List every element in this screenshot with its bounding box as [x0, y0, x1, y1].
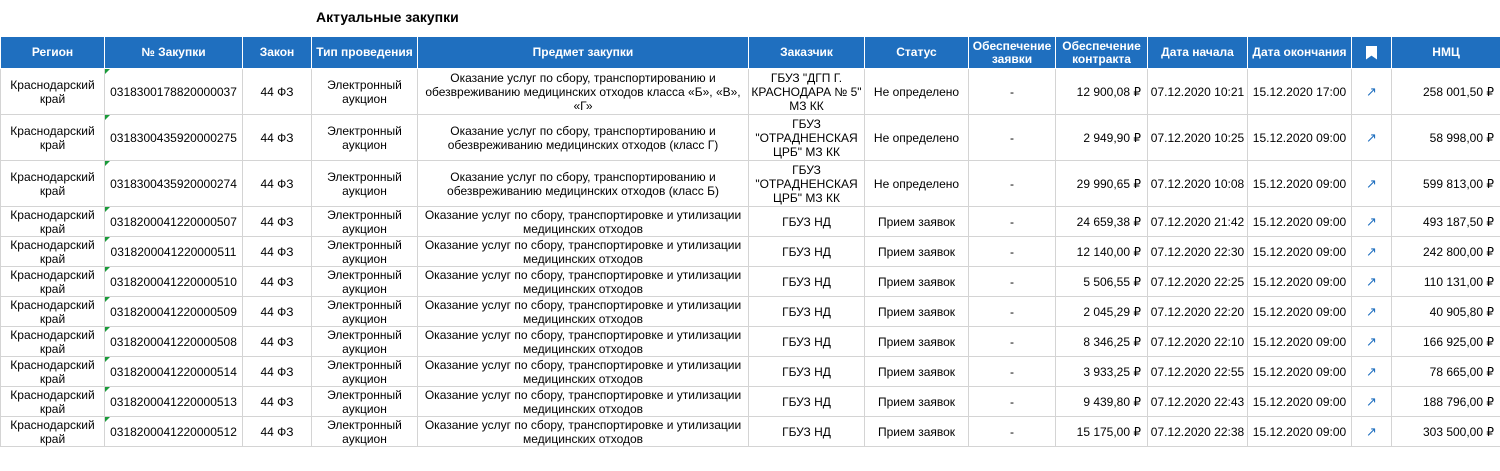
open-link-cell	[1352, 115, 1392, 161]
bid-security-cell: -	[969, 69, 1056, 115]
table-row[interactable]	[1, 387, 1500, 417]
column-header-region[interactable]: Регион	[1, 37, 105, 69]
table-header-row	[1, 37, 1500, 69]
nmc-cell: 258 001,50 ₽	[1392, 69, 1500, 115]
nmc-cell: 599 813,00 ₽	[1392, 161, 1500, 207]
law-cell: 44 ФЗ	[243, 327, 312, 357]
region-cell: Краснодарский край	[1, 115, 105, 161]
procurement-type-cell: Электронный аукцион	[312, 267, 418, 297]
external-link-icon[interactable]: ↗	[1366, 273, 1377, 289]
contract-security-cell: 29 990,65 ₽	[1056, 161, 1148, 207]
column-header-end-date[interactable]: Дата окончания	[1248, 37, 1352, 69]
bid-security-cell: -	[969, 417, 1056, 447]
region-cell: Краснодарский край	[1, 69, 105, 115]
law-cell: 44 ФЗ	[243, 417, 312, 447]
procurement-number-cell: 0318200041220000510	[105, 267, 243, 297]
table-row[interactable]	[1, 237, 1500, 267]
open-link-cell	[1352, 161, 1392, 207]
open-link-cell	[1352, 297, 1392, 327]
region-cell: Краснодарский край	[1, 207, 105, 237]
end-date-cell: 15.12.2020 09:00	[1248, 297, 1352, 327]
bid-security-cell: -	[969, 357, 1056, 387]
procurement-type-cell: Электронный аукцион	[312, 237, 418, 267]
procurement-type-cell: Электронный аукцион	[312, 357, 418, 387]
procurement-number-cell: 0318300435920000275	[105, 115, 243, 161]
customer-cell: ГБУЗ НД	[749, 207, 865, 237]
customer-cell: ГБУЗ НД	[749, 327, 865, 357]
nmc-cell: 242 800,00 ₽	[1392, 237, 1500, 267]
bid-security-cell: -	[969, 207, 1056, 237]
table-row[interactable]	[1, 327, 1500, 357]
column-header-nmc[interactable]: НМЦ	[1392, 37, 1500, 69]
column-header-customer[interactable]: Заказчик	[749, 37, 865, 69]
nmc-cell: 493 187,50 ₽	[1392, 207, 1500, 237]
table-row[interactable]	[1, 161, 1500, 207]
column-header-bid-security[interactable]: Обеспечение заявки	[969, 37, 1056, 69]
open-link-cell	[1352, 357, 1392, 387]
external-link-icon[interactable]: ↗	[1366, 129, 1377, 145]
customer-cell: ГБУЗ НД	[749, 417, 865, 447]
nmc-cell: 166 925,00 ₽	[1392, 327, 1500, 357]
procurement-number-cell: 0318200041220000512	[105, 417, 243, 447]
region-cell: Краснодарский край	[1, 297, 105, 327]
title-row	[0, 0, 1500, 36]
bid-security-cell: -	[969, 297, 1056, 327]
subject-cell: Оказание услуг по сбору, транспортировке и утилизации медицинских отходов	[418, 387, 749, 417]
law-cell: 44 ФЗ	[243, 267, 312, 297]
subject-cell: Оказание услуг по сбору, транспортированию и обезвреживанию медицинских отходов (класс Г)	[418, 115, 749, 161]
procurement-number-cell: 0318300435920000274	[105, 161, 243, 207]
status-cell: Не определено	[865, 161, 969, 207]
nmc-cell: 110 131,00 ₽	[1392, 267, 1500, 297]
subject-cell: Оказание услуг по сбору, транспортировке и утилизации медицинских отходов	[418, 417, 749, 447]
contract-security-cell: 2 949,90 ₽	[1056, 115, 1148, 161]
contract-security-cell: 9 439,80 ₽	[1056, 387, 1148, 417]
region-cell: Краснодарский край	[1, 417, 105, 447]
law-cell: 44 ФЗ	[243, 387, 312, 417]
external-link-icon[interactable]: ↗	[1366, 83, 1377, 99]
procurement-number-cell: 0318200041220000511	[105, 237, 243, 267]
contract-security-cell: 3 933,25 ₽	[1056, 357, 1148, 387]
customer-cell: ГБУЗ "ОТРАДНЕНСКАЯ ЦРБ" МЗ КК	[749, 161, 865, 207]
start-date-cell: 07.12.2020 22:38	[1148, 417, 1248, 447]
open-link-cell	[1352, 417, 1392, 447]
law-cell: 44 ФЗ	[243, 161, 312, 207]
customer-cell: ГБУЗ "ОТРАДНЕНСКАЯ ЦРБ" МЗ КК	[749, 115, 865, 161]
external-link-icon[interactable]: ↗	[1366, 333, 1377, 349]
law-cell: 44 ФЗ	[243, 115, 312, 161]
table-row[interactable]	[1, 297, 1500, 327]
open-link-cell	[1352, 387, 1392, 417]
end-date-cell: 15.12.2020 09:00	[1248, 115, 1352, 161]
table-row[interactable]	[1, 115, 1500, 161]
open-link-cell	[1352, 207, 1392, 237]
external-link-icon[interactable]: ↗	[1366, 393, 1377, 409]
status-cell: Прием заявок	[865, 327, 969, 357]
open-link-cell	[1352, 267, 1392, 297]
end-date-cell: 15.12.2020 09:00	[1248, 267, 1352, 297]
procurement-type-cell: Электронный аукцион	[312, 297, 418, 327]
bid-security-cell: -	[969, 115, 1056, 161]
external-link-icon[interactable]: ↗	[1366, 175, 1377, 191]
contract-security-cell: 12 140,00 ₽	[1056, 237, 1148, 267]
contract-security-cell: 8 346,25 ₽	[1056, 327, 1148, 357]
customer-cell: ГБУЗ НД	[749, 387, 865, 417]
region-cell: Краснодарский край	[1, 357, 105, 387]
status-cell: Прием заявок	[865, 267, 969, 297]
table-row[interactable]	[1, 357, 1500, 387]
subject-cell: Оказание услуг по сбору, транспортированию и обезвреживанию медицинских отходов (класс Б)	[418, 161, 749, 207]
start-date-cell: 07.12.2020 10:25	[1148, 115, 1248, 161]
end-date-cell: 15.12.2020 17:00	[1248, 69, 1352, 115]
start-date-cell: 07.12.2020 22:10	[1148, 327, 1248, 357]
nmc-cell: 303 500,00 ₽	[1392, 417, 1500, 447]
procurement-number-cell: 0318200041220000508	[105, 327, 243, 357]
law-cell: 44 ФЗ	[243, 207, 312, 237]
external-link-icon[interactable]: ↗	[1366, 213, 1377, 229]
bid-security-cell: -	[969, 161, 1056, 207]
end-date-cell: 15.12.2020 09:00	[1248, 161, 1352, 207]
law-cell: 44 ФЗ	[243, 357, 312, 387]
start-date-cell: 07.12.2020 22:30	[1148, 237, 1248, 267]
region-cell: Краснодарский край	[1, 387, 105, 417]
status-cell: Прием заявок	[865, 297, 969, 327]
customer-cell: ГБУЗ НД	[749, 357, 865, 387]
contract-security-cell: 12 900,08 ₽	[1056, 69, 1148, 115]
status-cell: Прием заявок	[865, 357, 969, 387]
column-header-type[interactable]: Тип проведения	[312, 37, 418, 69]
procurement-type-cell: Электронный аукцион	[312, 417, 418, 447]
subject-cell: Оказание услуг по сбору, транспортировке и утилизации медицинских отходов	[418, 237, 749, 267]
subject-cell: Оказание услуг по сбору, транспортировке и утилизации медицинских отходов	[418, 327, 749, 357]
subject-cell: Оказание услуг по сбору, транспортировке и утилизации медицинских отходов	[418, 267, 749, 297]
procurement-type-cell: Электронный аукцион	[312, 327, 418, 357]
start-date-cell: 07.12.2020 22:25	[1148, 267, 1248, 297]
start-date-cell: 07.12.2020 22:43	[1148, 387, 1248, 417]
contract-security-cell: 15 175,00 ₽	[1056, 417, 1148, 447]
column-header-start-date[interactable]: Дата начала	[1148, 37, 1248, 69]
contract-security-cell: 5 506,55 ₽	[1056, 267, 1148, 297]
region-cell: Краснодарский край	[1, 267, 105, 297]
open-link-cell	[1352, 237, 1392, 267]
status-cell: Не определено	[865, 69, 969, 115]
end-date-cell: 15.12.2020 09:00	[1248, 207, 1352, 237]
procurement-number-cell: 0318200041220000507	[105, 207, 243, 237]
customer-cell: ГБУЗ НД	[749, 297, 865, 327]
start-date-cell: 07.12.2020 10:08	[1148, 161, 1248, 207]
page-title: Актуальные закупки	[316, 9, 459, 25]
procurement-type-cell: Электронный аукцион	[312, 387, 418, 417]
bookmark-icon	[1366, 46, 1377, 60]
customer-cell: ГБУЗ "ДГП Г. КРАСНОДАРА № 5" МЗ КК	[749, 69, 865, 115]
procurement-number-cell: 0318200041220000509	[105, 297, 243, 327]
external-link-icon[interactable]: ↗	[1366, 243, 1377, 259]
law-cell: 44 ФЗ	[243, 69, 312, 115]
column-header-law[interactable]: Закон	[243, 37, 312, 69]
column-header-number[interactable]: № Закупки	[105, 37, 243, 69]
start-date-cell: 07.12.2020 22:55	[1148, 357, 1248, 387]
external-link-icon[interactable]: ↗	[1366, 363, 1377, 379]
column-header-status[interactable]: Статус	[865, 37, 969, 69]
external-link-icon[interactable]: ↗	[1366, 423, 1377, 439]
region-cell: Краснодарский край	[1, 327, 105, 357]
status-cell: Прием заявок	[865, 237, 969, 267]
open-link-cell	[1352, 69, 1392, 115]
end-date-cell: 15.12.2020 09:00	[1248, 417, 1352, 447]
nmc-cell: 78 665,00 ₽	[1392, 357, 1500, 387]
subject-cell: Оказание услуг по сбору, транспортировке и утилизации медицинских отходов	[418, 357, 749, 387]
table-row[interactable]	[1, 417, 1500, 447]
table-row[interactable]	[1, 207, 1500, 237]
status-cell: Прием заявок	[865, 387, 969, 417]
subject-cell: Оказание услуг по сбору, транспортированию и обезвреживанию медицинских отходов класса «Б», «В», «Г»	[418, 69, 749, 115]
procurement-type-cell: Электронный аукцион	[312, 115, 418, 161]
end-date-cell: 15.12.2020 09:00	[1248, 327, 1352, 357]
end-date-cell: 15.12.2020 09:00	[1248, 357, 1352, 387]
column-header-contract-security[interactable]: Обеспечение контракта	[1056, 37, 1148, 69]
procurement-type-cell: Электронный аукцион	[312, 207, 418, 237]
procurement-number-cell: 0318200041220000514	[105, 357, 243, 387]
law-cell: 44 ФЗ	[243, 297, 312, 327]
procurement-number-cell: 0318300178820000037	[105, 69, 243, 115]
start-date-cell: 07.12.2020 22:20	[1148, 297, 1248, 327]
column-header-subject[interactable]: Предмет закупки	[418, 37, 749, 69]
subject-cell: Оказание услуг по сбору, транспортировке и утилизации медицинских отходов	[418, 207, 749, 237]
status-cell: Не определено	[865, 115, 969, 161]
customer-cell: ГБУЗ НД	[749, 267, 865, 297]
procurement-number-cell: 0318200041220000513	[105, 387, 243, 417]
end-date-cell: 15.12.2020 09:00	[1248, 237, 1352, 267]
contract-security-cell: 2 045,29 ₽	[1056, 297, 1148, 327]
start-date-cell: 07.12.2020 10:21	[1148, 69, 1248, 115]
procurement-type-cell: Электронный аукцион	[312, 161, 418, 207]
bid-security-cell: -	[969, 237, 1056, 267]
table-row[interactable]	[1, 267, 1500, 297]
external-link-icon[interactable]: ↗	[1366, 303, 1377, 319]
open-link-cell	[1352, 327, 1392, 357]
end-date-cell: 15.12.2020 09:00	[1248, 387, 1352, 417]
nmc-cell: 40 905,80 ₽	[1392, 297, 1500, 327]
table-row[interactable]	[1, 69, 1500, 115]
customer-cell: ГБУЗ НД	[749, 237, 865, 267]
status-cell: Прием заявок	[865, 417, 969, 447]
law-cell: 44 ФЗ	[243, 237, 312, 267]
region-cell: Краснодарский край	[1, 161, 105, 207]
contract-security-cell: 24 659,38 ₽	[1056, 207, 1148, 237]
procurement-type-cell: Электронный аукцион	[312, 69, 418, 115]
region-cell: Краснодарский край	[1, 237, 105, 267]
bid-security-cell: -	[969, 387, 1056, 417]
subject-cell: Оказание услуг по сбору, транспортировке и утилизации медицинских отходов	[418, 297, 749, 327]
status-cell: Прием заявок	[865, 207, 969, 237]
column-header-bookmark[interactable]	[1352, 37, 1392, 69]
bid-security-cell: -	[969, 267, 1056, 297]
procurement-table	[0, 36, 1500, 447]
bid-security-cell: -	[969, 327, 1056, 357]
nmc-cell: 188 796,00 ₽	[1392, 387, 1500, 417]
nmc-cell: 58 998,00 ₽	[1392, 115, 1500, 161]
start-date-cell: 07.12.2020 21:42	[1148, 207, 1248, 237]
